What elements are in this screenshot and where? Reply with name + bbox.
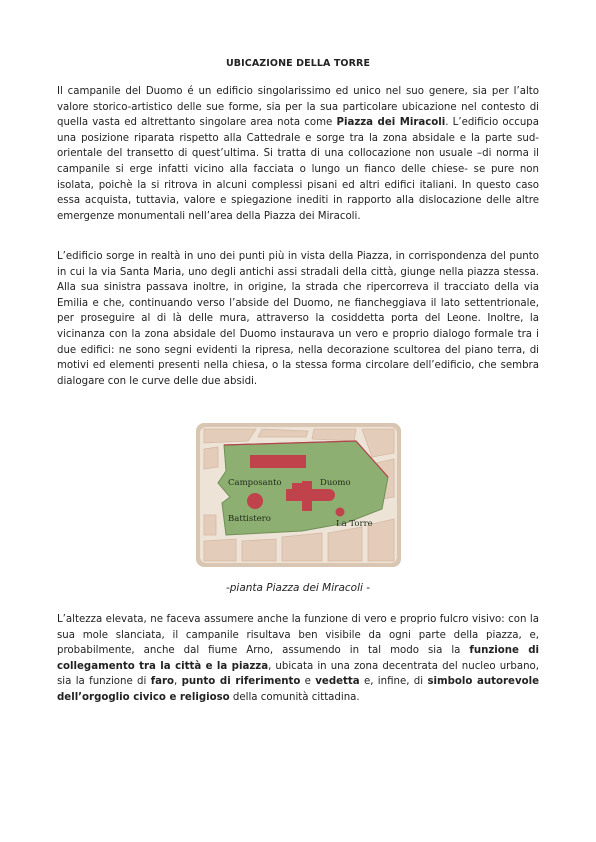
torre-label: La Torre <box>336 519 373 529</box>
torre-building <box>336 508 345 517</box>
paragraph-function <box>57 612 539 706</box>
duomo-label: Duomo <box>320 478 351 488</box>
bold-term: faro <box>150 676 175 688</box>
bold-term: funzione di collegamento tra la città e la piazza <box>57 645 539 672</box>
text-run: , ubicata in una zona decentrata del nucleo urbano, sia la funzione di <box>57 660 539 688</box>
map-caption: -pianta Piazza dei Miracoli - <box>225 582 371 594</box>
text-run: , <box>174 676 182 688</box>
text-run: . L’edificio occupa una posizione riparata rispetto alla Cattedrale e sorge tra la zona absidale e la parte sud-orientale del transetto di quest’ultima. Si tratta di una collocazione non usuale –di norma il campanile si erge infatti vicino alla facciata o lungo un fianco delle chiese- se pure non isolata, poichè la si ritrova in alcuni complessi pisani ed altri edifici italiani. In questo caso essa acquista, tuttavia, valore e spiegazione inediti in rapporto alla dislocazione delle altre emergenze monumentali nell’area della Piazza dei Miracoli. <box>57 117 539 222</box>
paragraph-intro <box>57 84 539 224</box>
bold-term: punto di riferimento <box>181 676 301 688</box>
text-run: e <box>300 676 316 688</box>
camposanto-building <box>250 455 306 468</box>
paragraph-location: L’edificio sorge in realtà in uno dei punti più in vista della Piazza, in corrispondenza del punto in cui la via Santa Maria, uno degli antichi assi stradali della città, giunge nella piazza stessa. Alla sua sinistra passava inoltre, in origine, la strada che ripercorreva il tracciato della via Emilia e che, continuando verso l’abside del Duomo, ne fiancheggiava il lato settentrionale, per proseguire al di là delle mura, attraverso la cosiddetta porta del Leone. Inoltre, la vicinanza con la zona absidale del Duomo instaurava un vero e proprio dialogo formale tra i due edifici: ne sono segni evidenti la ripresa, nella decorazione scultorea del piano terra, di motivi ed elementi presenti nella chiesa, o la stessa forma circolare dell’edificio, che sembra dialogare con le curve delle due absidi. <box>57 251 539 387</box>
bold-term: Piazza dei Miracoli <box>336 117 446 129</box>
text-run: e, infine, di <box>359 676 428 688</box>
page-title: UBICAZIONE DELLA TORRE <box>225 58 371 69</box>
text-run: Il campanile del Duomo é un edificio singolarissimo ed unico nel suo genere, sia per l’alto valore storico-artistico delle sue forme, sia per la sua particolare ubicazione nel contesto di quella vasta ed altrettanto singolare area nota come <box>57 86 539 129</box>
text-run: L’altezza elevata, ne faceva assumere anche la funzione di vero e proprio fulcro visivo: con la sua mole slanciata, il campanile risultava ben visibile da ogni parte della piazza, e, probabilmente, anche dal fiume Arno, assumendo in tal modo sia la <box>57 614 539 657</box>
piazza-map-image <box>196 423 401 567</box>
camposanto-label: Camposanto <box>228 478 282 488</box>
bold-term: simbolo autorevole dell’orgoglio civico e religioso <box>57 676 539 703</box>
battistero-building <box>247 493 263 509</box>
text-run: della comunità cittadina. <box>229 691 360 703</box>
bold-term: vedetta <box>315 676 360 688</box>
battistero-label: Battistero <box>228 514 271 524</box>
